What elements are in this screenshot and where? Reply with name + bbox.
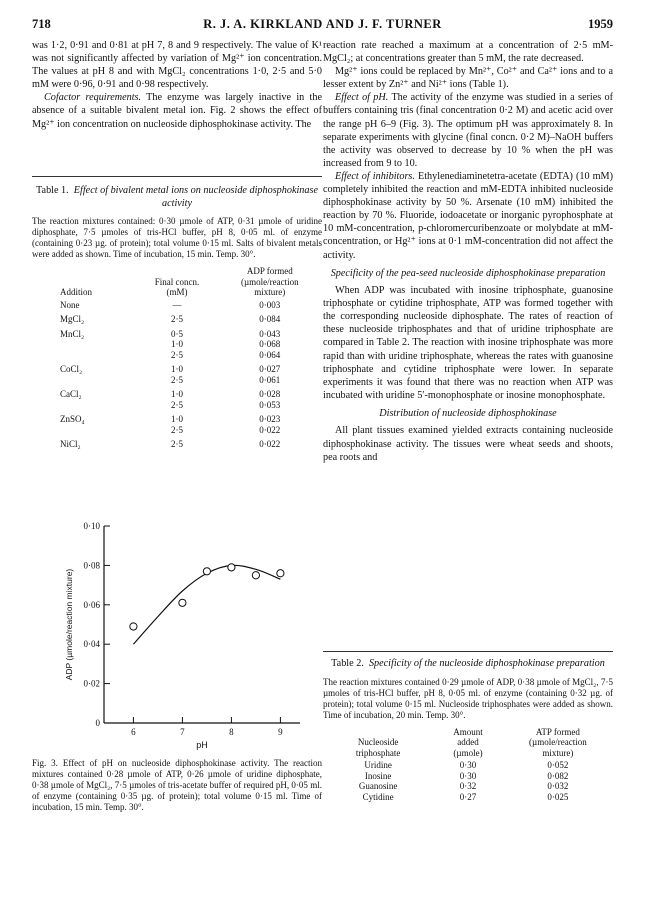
figure-caption (32, 758, 322, 813)
table1-cell-addition (32, 425, 136, 436)
paragraph-body: The enzyme was largely inactive in the absence of a suitable bivalent metal ion. Fig. 2 shows the effect of Mg²⁺ ion concentration on nucleoside diphosphokinase activity. The (32, 92, 322, 130)
table1-cell-adp: 0·043 (259, 328, 281, 339)
table-note: The reaction mixtures contained 0·29 µmole of ADP, 0·38 µmole of MgCl₂, 7·5 µmoles of tris-HCl buffer, pH 8, 0·05 ml. of enzyme (containing 0·32 µg. of protein); total volume 0·15 ml. Nucleoside triphosphates were added as shown. Time of incubation, 20 min. Temp. 30°. (323, 676, 613, 720)
table1-cell-addition: ZnSO₄ (60, 414, 85, 424)
table1-cell-addition: CoCl₂ (60, 364, 83, 374)
table-row (32, 310, 322, 325)
y-tick-label: 0·10 (83, 521, 100, 531)
right-column (323, 39, 613, 464)
table-row (32, 325, 322, 340)
paragraph-heading: Cofactor requirements. (44, 92, 142, 104)
y-tick-label: 0·06 (83, 599, 100, 610)
paragraph (32, 91, 322, 130)
data-point (203, 568, 210, 575)
table1-cell-addition: MgCl₂ (60, 314, 85, 324)
left-column (32, 39, 322, 131)
table2-cell-atp: 0·032 (547, 781, 569, 791)
table2-cell-nucleoside: Uridine (364, 760, 392, 770)
table2-cell-nucleoside: Guanosine (358, 781, 398, 791)
table-row (32, 410, 322, 425)
table2-cell-nucleoside: Cytidine (362, 791, 394, 802)
table1-cell-adp: 0·061 (259, 374, 281, 385)
table2-cell-amount: 0·30 (459, 760, 477, 770)
table1-cell-addition (32, 375, 136, 386)
table-row (323, 792, 613, 803)
x-axis-label: pH (196, 740, 208, 750)
table1-cell-conc: — (172, 299, 182, 310)
table-title: Specificity of the nucleoside diphosphokinase preparation (368, 658, 605, 669)
table-note: The reaction mixtures contained: 0·30 µmole of ATP, 0·31 µmole of uridine diphosphate, 7·5 µmoles of tris-HCl buffer, pH 8, 0·05 ml. of enzyme (containing 0·23 µg. of protein); total volume 0·15 ml. Salts of bivalent metals were added as shown. Time of incubation, 15 min. Temp. 30°. (32, 216, 322, 259)
paragraph: reaction rate reached a maximum at a concentration of 2·5 mM-MgCl₂; at concentrations greater than 5 mM, the rate decreased. (323, 40, 613, 65)
paragraph-heading: Effect of pH. (335, 92, 389, 104)
column-header: Nucleoside triphosphate (355, 737, 401, 758)
page-number: 718 (32, 17, 51, 31)
table1-cell-adp: 0·068 (259, 339, 281, 349)
table-row (323, 781, 613, 792)
running-title: R. J. A. KIRKLAND AND J. F. TURNER (203, 17, 442, 31)
y-tick-label: 0·08 (83, 560, 100, 571)
paragraph: When ADP was incubated with inosine triphosphate, guanosine triphosphate or cytidine triphosphate, ATP was formed together with the corresponding nucleoside diphosphate. The rates of reaction of these nucleoside triphosphates and that of uridine triphosphate are compared in Table 2. The reaction with inosine triphosphate was more rapid than with uridine triphosphate, whereas the rates with guanosine triphosphate and cytidine triphosphate were lower. In separate experiments it was found that there was no reaction when ATP was incubated with uridine 5′-monophosphate or inosine monophosphate. (323, 285, 613, 401)
table-2 (323, 651, 613, 802)
table1-cell-conc: 1·0 (170, 414, 183, 424)
ph-activity-chart (60, 518, 310, 756)
table2-cell-nucleoside: Inosine (364, 770, 392, 781)
table1-cell-addition: CaCl₂ (60, 389, 82, 399)
table-row (32, 375, 322, 386)
table-row (323, 760, 613, 771)
journal-year: 1959 (588, 17, 613, 31)
data-point (179, 599, 186, 606)
x-tick-label: 6 (131, 727, 136, 737)
table1-cell-addition (32, 339, 136, 350)
table2-cell-atp: 0·025 (547, 791, 569, 802)
table1-cell-addition: NiCl₂ (60, 439, 81, 449)
paragraph (323, 91, 613, 170)
paragraph-body: Ethylenediaminetetra-acetate (EDTA) (10 mM) completely inhibited the reaction and mM-EDTA inhibited nucleoside diphosphokinase activity by 50 %. Arsenate (10 mM) inhibited the reaction by 70 %. Fluoride, iodoacetate or inorganic pyrophosphate at 10 mM-concentration, p-chloromercuribenzoate or molybdate at mM-concentration, or Hg²⁺ ions at 0·1 mM-concentration did not affect the activity. (323, 170, 613, 261)
table1-cell-conc: 2·5 (170, 424, 183, 435)
table1-cell-adp: 0·003 (259, 299, 281, 310)
section-heading: Distribution of nucleoside diphosphokinase (379, 407, 557, 419)
x-tick-label: 8 (229, 727, 234, 737)
x-tick-label: 9 (278, 727, 283, 737)
figure-label: Fig. 3. (32, 758, 58, 768)
table1-cell-addition: None (60, 299, 80, 310)
table1-cell-adp: 0·028 (259, 389, 281, 399)
paragraph (323, 170, 613, 262)
table-row (32, 350, 322, 361)
table1-cell-conc: 2·5 (170, 439, 183, 449)
paragraph: Mg²⁺ ions could be replaced by Mn²⁺, Co²⁺ and Ca²⁺ ions and to a lesser extent by Zn²⁺ and Ni²⁺ ions (Table 1). (323, 66, 613, 91)
table-title: Effect of bivalent metal ions on nucleoside diphosphokinase activity (73, 185, 318, 209)
data-table (323, 727, 613, 803)
y-tick-label: 0·02 (83, 678, 100, 689)
table1-cell-conc: 1·0 (170, 389, 183, 399)
paragraph: was 1·2, 0·91 and 0·81 at pH 7, 8 and 9 respectively. The value of K¹ was not significantly affected by variation of Mg²⁺ ion concentration. The values at pH 8 and with MgCl₂ concentrations 1·0, 2·5 and 5·0 mM were 0·96, 0·91 and 0·98 respectively. (32, 40, 322, 91)
data-point (130, 623, 137, 630)
data-table (32, 266, 322, 450)
column-header: ADP formed (µmole/reaction mixture) (240, 266, 299, 297)
table1-cell-conc: 2·5 (170, 399, 183, 410)
divider (32, 176, 322, 177)
table1-cell-adp: 0·027 (259, 364, 281, 374)
table2-cell-amount: 0·30 (459, 770, 477, 781)
divider (323, 651, 613, 652)
column-header: Amount added (µmole) (453, 726, 483, 758)
paragraph: All plant tissues examined yielded extracts containing nucleoside diphosphokinase activity. The tissues were wheat seeds and shoots, pea roots and (323, 425, 613, 463)
table-caption (323, 658, 613, 671)
table2-cell-atp: 0·052 (547, 760, 569, 770)
table-label: Table 2. (331, 658, 364, 669)
table-row (32, 339, 322, 350)
paragraph-body: The activity of the enzyme was studied in a series of buffers containing tris (final concentration 0·2 M) and acetic acid over the range pH 6–9 (Fig. 3). The optimum pH was approximately 8. In separate experiments with glycine (final concn. 0·2 M)–NaOH buffers the activity was observed to decrease by 10 % when the pH was increased from 9 to 10. (323, 92, 613, 169)
table1-cell-conc: 0·5 (170, 328, 183, 339)
table-label: Table 1. (36, 185, 69, 196)
data-point (228, 564, 235, 571)
table-row (32, 400, 322, 411)
column-header: Addition (60, 287, 93, 297)
column-header: Final concn. (mM) (154, 276, 200, 297)
table1-cell-adp: 0·053 (259, 399, 281, 410)
paragraph-heading: Effect of inhibitors. (335, 170, 415, 182)
table-row (32, 300, 322, 311)
table1-cell-conc: 2·5 (170, 349, 183, 360)
table1-cell-adp: 0·064 (259, 349, 281, 360)
table1-cell-conc: 1·0 (170, 364, 183, 374)
table-caption (32, 185, 322, 210)
table1-cell-adp: 0·022 (259, 424, 281, 435)
table2-cell-amount: 0·32 (459, 781, 477, 791)
table1-cell-addition: MnCl₂ (60, 328, 85, 339)
y-tick-label: 0 (95, 718, 100, 728)
table-row (323, 771, 613, 782)
table1-cell-adp: 0·022 (259, 439, 281, 449)
table-row (32, 435, 322, 450)
table1-cell-conc: 2·5 (170, 374, 183, 385)
table-row (32, 425, 322, 436)
section-heading: Specificity of the pea-seed nucleoside diphosphokinase preparation (330, 267, 606, 279)
table1-cell-conc: 2·5 (170, 314, 183, 324)
table1-cell-conc: 1·0 (170, 339, 183, 349)
table1-cell-adp: 0·084 (259, 314, 281, 324)
table1-cell-adp: 0·023 (259, 414, 281, 424)
data-point (252, 572, 259, 579)
table2-cell-atp: 0·082 (547, 770, 569, 781)
table-row (32, 385, 322, 400)
table1-cell-addition (32, 350, 136, 361)
y-tick-label: 0·04 (83, 639, 100, 650)
data-point (277, 570, 284, 577)
table-row (32, 360, 322, 375)
figure-caption-text: Effect of pH on nucleoside diphosphokinase activity. The reaction mixtures contained 0·28 µmole of ATP, 0·26 µmole of uridine diphosphate, 0·38 µmole of MgCl₂, 7·5 µmoles of tris-acetate buffer of required pH, 0·05 ml. of enzyme (containing 0·35 µg. of protein); total volume 0·15 ml. Time of incubation, 15 min. Temp. 30°. (32, 758, 322, 813)
table-1 (32, 176, 322, 450)
y-axis-label: ADP (µmole/reaction mixture) (64, 568, 74, 681)
table1-cell-addition (32, 400, 136, 411)
x-tick-label: 7 (180, 727, 185, 737)
table2-cell-amount: 0·27 (459, 791, 477, 802)
column-header: ATP formed (µmole/reaction mixture) (529, 726, 587, 758)
running-header (32, 17, 613, 37)
